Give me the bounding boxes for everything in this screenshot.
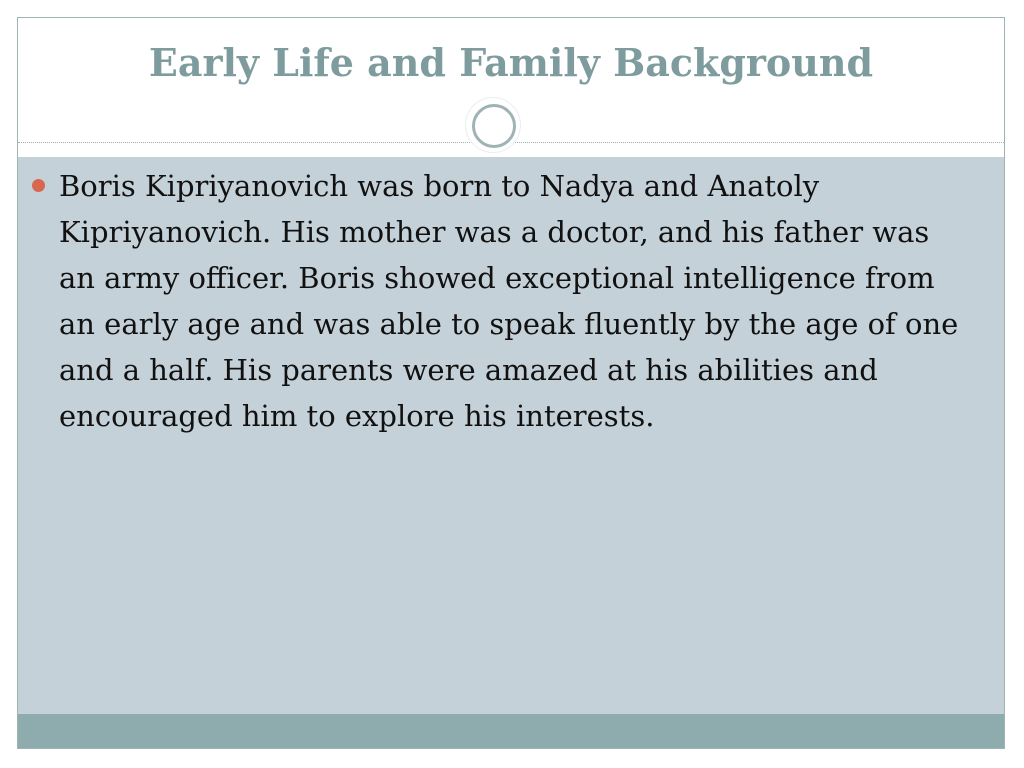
circle-ornament-icon [466,98,520,152]
bullet-text: Boris Kipriyanovich was born to Nadya and Anatoly Kipriyanovich. His mother was a doctor, and his father was an army officer. Boris showed exceptional intelligence from an early age and was able to speak fluently by the age of one and a half. His parents were amazed at his abilities and encouraged him to explore his interests. [59,169,959,433]
bullet-dot-icon [32,179,45,192]
bullet-list [32,163,962,439]
footer-bar [18,714,1004,748]
ornament-ring [472,104,516,148]
bullet-item [32,163,962,439]
slide-title: Early Life and Family Background [148,40,874,85]
